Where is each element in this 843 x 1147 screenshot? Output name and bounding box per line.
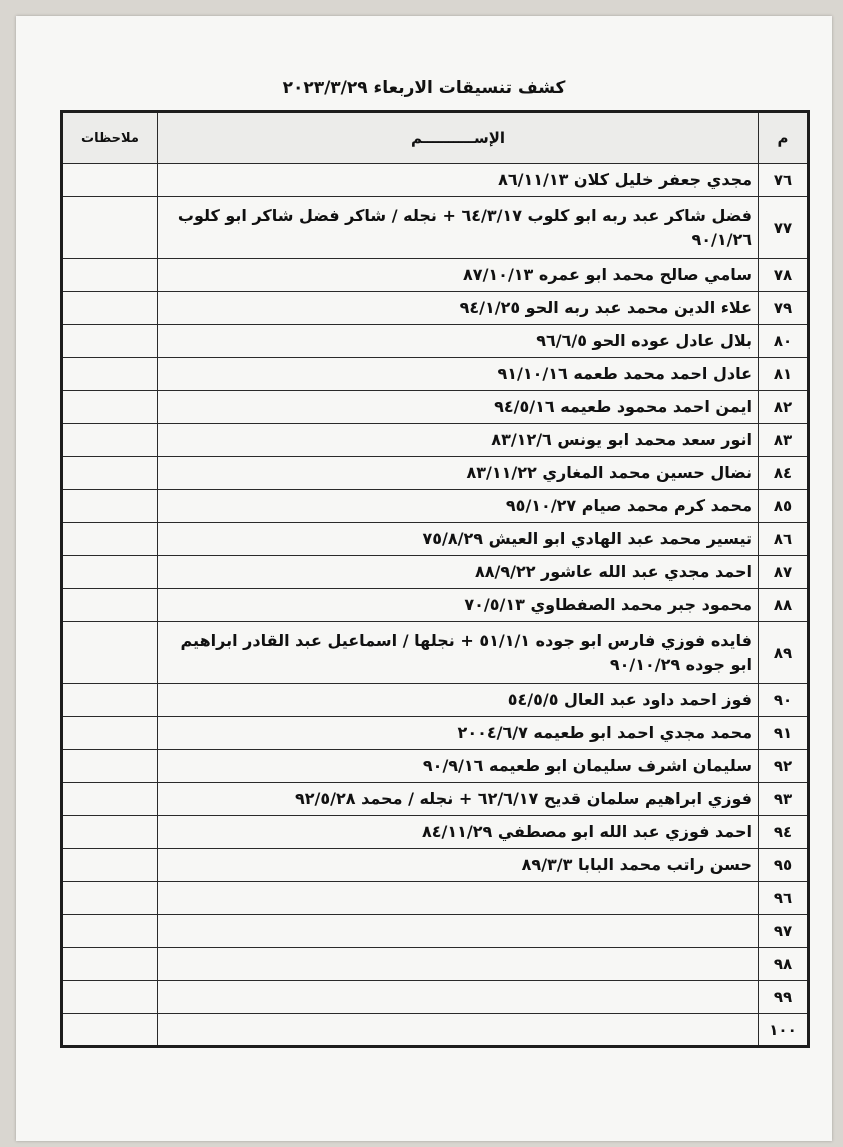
row-name: مجدي جعفر خليل كلان ٨٦/١١/١٣ xyxy=(158,164,759,197)
row-number: ٨٨ xyxy=(759,589,809,622)
row-number: ٩٨ xyxy=(759,948,809,981)
row-number: ٩٢ xyxy=(759,750,809,783)
row-name: احمد مجدي عبد الله عاشور ٨٨/٩/٢٢ xyxy=(158,556,759,589)
row-number: ٧٩ xyxy=(759,292,809,325)
row-number: ٩١ xyxy=(759,717,809,750)
row-notes xyxy=(62,717,158,750)
row-name: فايده فوزي فارس ابو جوده ٥١/١/١ + نجلها / اسماعيل عبد القادر ابراهيم ابو جوده ٩٠/١٠/٢٩ xyxy=(158,622,759,684)
row-notes xyxy=(62,981,158,1014)
table-row xyxy=(62,948,809,981)
row-number: ٨٤ xyxy=(759,457,809,490)
row-notes xyxy=(62,589,158,622)
row-notes xyxy=(62,391,158,424)
table-row xyxy=(62,292,809,325)
header-number: م xyxy=(759,112,809,164)
row-number: ٨٣ xyxy=(759,424,809,457)
row-notes xyxy=(62,424,158,457)
row-number: ٧٨ xyxy=(759,259,809,292)
table-row xyxy=(62,164,809,197)
row-number: ٩٠ xyxy=(759,684,809,717)
table-row xyxy=(62,750,809,783)
row-number: ٨٠ xyxy=(759,325,809,358)
row-number: ٨٢ xyxy=(759,391,809,424)
row-name: حسن راتب محمد البابا ٨٩/٣/٣ xyxy=(158,849,759,882)
row-notes xyxy=(62,816,158,849)
table-row xyxy=(62,622,809,684)
row-number: ٨٥ xyxy=(759,490,809,523)
table-row xyxy=(62,783,809,816)
row-number: ٩٦ xyxy=(759,882,809,915)
document-page xyxy=(16,16,832,1141)
row-notes xyxy=(62,1014,158,1047)
row-name: محمد كرم محمد صيام ٩٥/١٠/٢٧ xyxy=(158,490,759,523)
row-notes xyxy=(62,556,158,589)
table-row xyxy=(62,391,809,424)
row-name: فضل شاكر عبد ربه ابو كلوب ٦٤/٣/١٧ + نجله / شاكر فضل شاكر ابو كلوب ٩٠/١/٢٦ xyxy=(158,197,759,259)
table-row xyxy=(62,556,809,589)
row-notes xyxy=(62,358,158,391)
row-name: سامي صالح محمد ابو عمره ٨٧/١٠/١٣ xyxy=(158,259,759,292)
table-row xyxy=(62,490,809,523)
row-number: ٩٤ xyxy=(759,816,809,849)
row-name xyxy=(158,1014,759,1047)
table-row xyxy=(62,197,809,259)
row-notes xyxy=(62,849,158,882)
row-number: ٨١ xyxy=(759,358,809,391)
row-name: بلال عادل عوده الحو ٩٦/٦/٥ xyxy=(158,325,759,358)
row-number: ٨٦ xyxy=(759,523,809,556)
row-notes xyxy=(62,523,158,556)
row-name: احمد فوزي عبد الله ابو مصطفي ٨٤/١١/٢٩ xyxy=(158,816,759,849)
row-notes xyxy=(62,783,158,816)
row-number: ١٠٠ xyxy=(759,1014,809,1047)
row-number: ٩٧ xyxy=(759,915,809,948)
row-name: فوز احمد داود عبد العال ٥٤/٥/٥ xyxy=(158,684,759,717)
names-table xyxy=(60,110,810,1048)
table-header-row xyxy=(62,112,809,164)
row-notes xyxy=(62,915,158,948)
row-name: سليمان اشرف سليمان ابو طعيمه ٩٠/٩/١٦ xyxy=(158,750,759,783)
row-name xyxy=(158,981,759,1014)
row-name: نضال حسين محمد المغاري ٨٣/١١/٢٢ xyxy=(158,457,759,490)
table-row xyxy=(62,717,809,750)
row-notes xyxy=(62,292,158,325)
table-row xyxy=(62,849,809,882)
row-number: ٧٧ xyxy=(759,197,809,259)
row-name: ايمن احمد محمود طعيمه ٩٤/٥/١٦ xyxy=(158,391,759,424)
table-row xyxy=(62,1014,809,1047)
table-row xyxy=(62,457,809,490)
header-name: الإســــــــــم xyxy=(158,112,759,164)
row-notes xyxy=(62,622,158,684)
table-row xyxy=(62,915,809,948)
table-row xyxy=(62,424,809,457)
table-row xyxy=(62,523,809,556)
row-name: انور سعد محمد ابو يونس ٨٣/١٢/٦ xyxy=(158,424,759,457)
row-notes xyxy=(62,490,158,523)
table-row xyxy=(62,589,809,622)
row-notes xyxy=(62,750,158,783)
row-name: عادل احمد محمد طعمه ٩١/١٠/١٦ xyxy=(158,358,759,391)
row-notes xyxy=(62,259,158,292)
table-row xyxy=(62,684,809,717)
table-row xyxy=(62,325,809,358)
row-notes xyxy=(62,457,158,490)
row-name xyxy=(158,915,759,948)
row-number: ٨٧ xyxy=(759,556,809,589)
row-name: محمد مجدي احمد ابو طعيمه ٢٠٠٤/٦/٧ xyxy=(158,717,759,750)
row-notes xyxy=(62,948,158,981)
table-row xyxy=(62,981,809,1014)
table-row xyxy=(62,358,809,391)
row-name xyxy=(158,948,759,981)
row-name: علاء الدين محمد عبد ربه الحو ٩٤/١/٢٥ xyxy=(158,292,759,325)
table-row xyxy=(62,816,809,849)
row-number: ٧٦ xyxy=(759,164,809,197)
row-number: ٩٥ xyxy=(759,849,809,882)
row-name: فوزي ابراهيم سلمان قديح ٦٢/٦/١٧ + نجله / محمد ٩٢/٥/٢٨ xyxy=(158,783,759,816)
row-name xyxy=(158,882,759,915)
row-notes xyxy=(62,164,158,197)
table-row xyxy=(62,882,809,915)
row-number: ٩٣ xyxy=(759,783,809,816)
row-number: ٩٩ xyxy=(759,981,809,1014)
row-notes xyxy=(62,197,158,259)
row-name: محمود جبر محمد الصفطاوي ٧٠/٥/١٣ xyxy=(158,589,759,622)
row-name: تيسير محمد عبد الهادي ابو العيش ٧٥/٨/٢٩ xyxy=(158,523,759,556)
row-notes xyxy=(62,882,158,915)
header-notes: ملاحظات xyxy=(62,112,158,164)
row-notes xyxy=(62,684,158,717)
row-number: ٨٩ xyxy=(759,622,809,684)
row-notes xyxy=(62,325,158,358)
document-title: كشف تنسيقات الاربعاء ٢٠٢٣/٣/٢٩ xyxy=(282,78,566,98)
table-row xyxy=(62,259,809,292)
